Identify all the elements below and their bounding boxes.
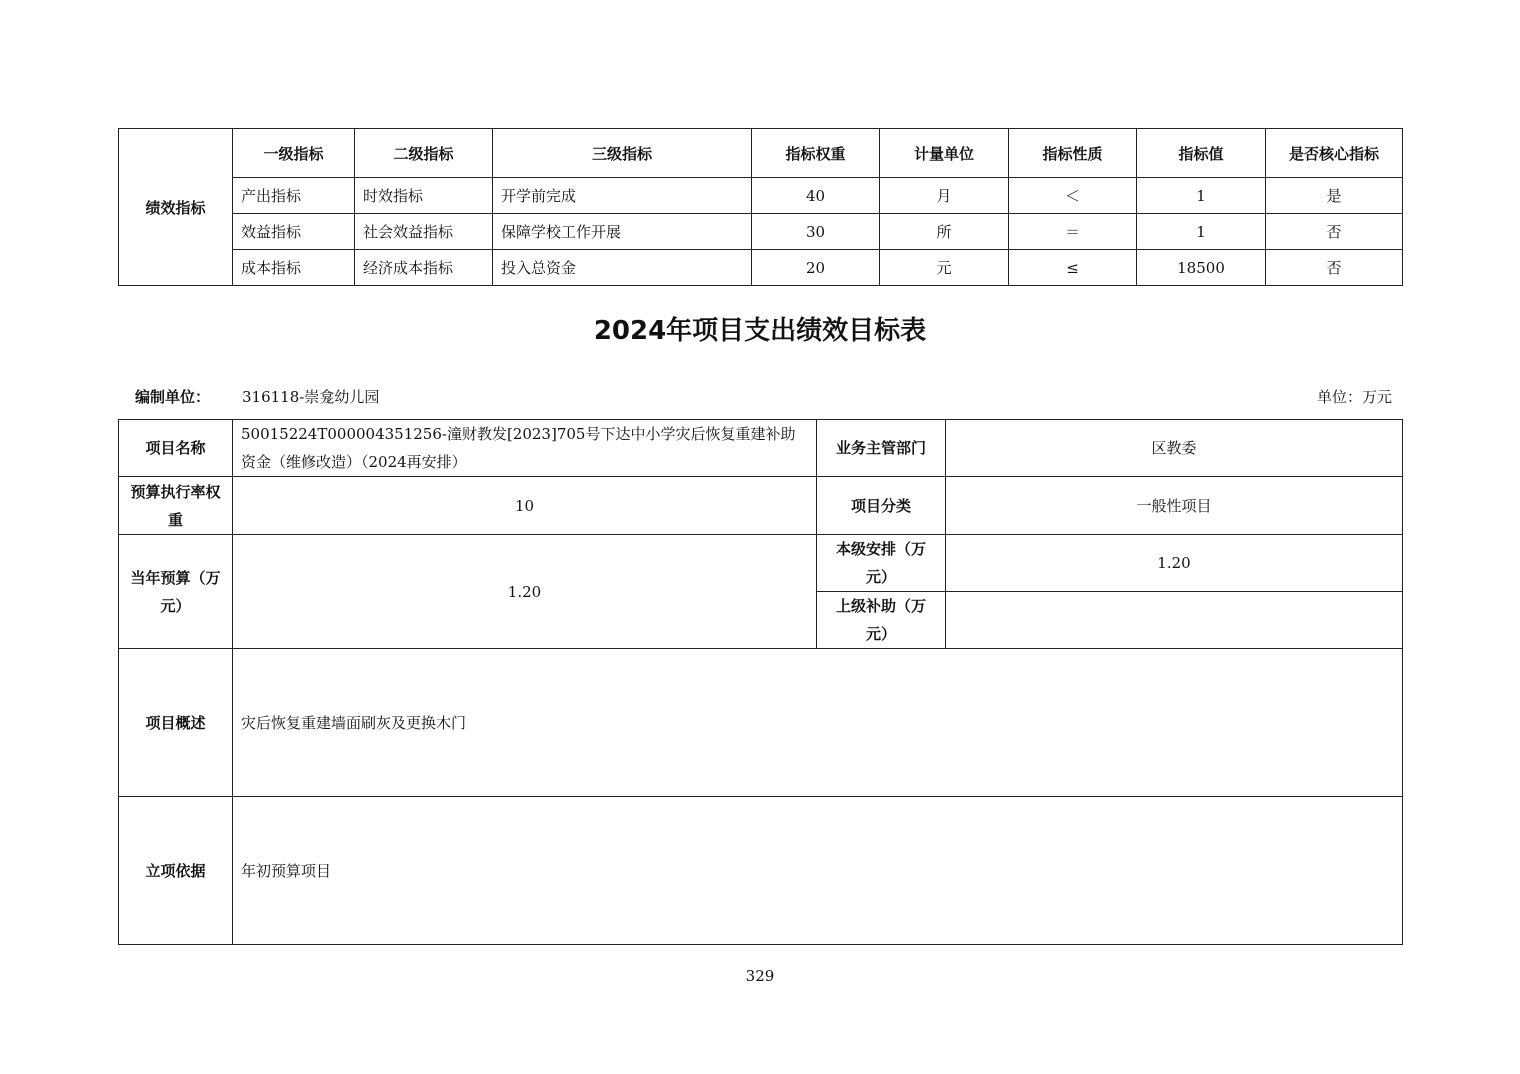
upper-value (946, 592, 1403, 649)
table-cell: 是 (1266, 178, 1403, 214)
header-cell: 指标权重 (752, 129, 880, 178)
overview-label: 项目概述 (119, 649, 233, 797)
project-name-label: 项目名称 (119, 420, 233, 477)
page-number: 329 (745, 967, 775, 985)
row-label-performance: 绩效指标 (119, 129, 233, 286)
dept-value: 区教委 (946, 420, 1403, 477)
table-cell: 效益指标 (233, 214, 355, 250)
header-cell: 二级指标 (355, 129, 493, 178)
project-info-table (118, 419, 1403, 945)
table-cell: 18500 (1137, 250, 1266, 286)
project-name-value: 50015224T000004351256-潼财教发[2023]705号下达中小学灾后恢复重建补助资金（维修改造）（2024再安排） (233, 420, 817, 477)
table-cell: 时效指标 (355, 178, 493, 214)
table-cell: 30 (752, 214, 880, 250)
org-label: 编制单位： (135, 388, 211, 406)
table-cell: ＜ (1009, 178, 1137, 214)
exec-rate-value: 10 (233, 477, 817, 535)
basis-label: 立项依据 (119, 797, 233, 945)
table-cell: ≤ (1009, 250, 1137, 286)
dept-label: 业务主管部门 (817, 420, 946, 477)
table-cell: 经济成本指标 (355, 250, 493, 286)
table-cell: 否 (1266, 250, 1403, 286)
table-cell: 社会效益指标 (355, 214, 493, 250)
table-cell: 元 (880, 250, 1009, 286)
budget-value: 1.20 (233, 535, 817, 649)
header-cell: 是否核心指标 (1266, 129, 1403, 178)
category-value: 一般性项目 (946, 477, 1403, 535)
table-row (119, 214, 1403, 250)
table-row (119, 797, 1403, 945)
table-cell: 40 (752, 178, 880, 214)
table-row (119, 649, 1403, 797)
budget-label: 当年预算（万元） (119, 535, 233, 649)
unit-text: 单位：万元 (1316, 388, 1392, 406)
table-header-row (119, 129, 1403, 178)
table-cell: 投入总资金 (493, 250, 752, 286)
table-cell: 月 (880, 178, 1009, 214)
table-cell: 所 (880, 214, 1009, 250)
local-value: 1.20 (946, 535, 1403, 592)
table-cell: 保障学校工作开展 (493, 214, 752, 250)
header-cell: 指标性质 (1009, 129, 1137, 178)
header-cell: 一级指标 (233, 129, 355, 178)
table-cell: 1 (1137, 178, 1266, 214)
table-row (119, 250, 1403, 286)
table-row (119, 477, 1403, 535)
overview-value: 灾后恢复重建墙面刷灰及更换木门 (233, 649, 1403, 797)
table-cell: 1 (1137, 214, 1266, 250)
upper-label: 上级补助（万元） (817, 592, 946, 649)
table-cell: 成本指标 (233, 250, 355, 286)
table-cell: 20 (752, 250, 880, 286)
table-cell: 否 (1266, 214, 1403, 250)
unit-row (135, 386, 1392, 406)
table-row (119, 420, 1403, 477)
performance-indicator-table (118, 128, 1403, 286)
table-row (119, 178, 1403, 214)
org-value: 316118-崇龛幼儿园 (242, 388, 380, 406)
header-cell: 三级指标 (493, 129, 752, 178)
table-cell: ＝ (1009, 214, 1137, 250)
table-cell: 开学前完成 (493, 178, 752, 214)
category-label: 项目分类 (817, 477, 946, 535)
header-cell: 计量单位 (880, 129, 1009, 178)
local-label: 本级安排（万元） (817, 535, 946, 592)
table-row (119, 535, 1403, 592)
table-cell: 产出指标 (233, 178, 355, 214)
page-title: 2024年项目支出绩效目标表 (593, 316, 927, 346)
header-cell: 指标值 (1137, 129, 1266, 178)
basis-value: 年初预算项目 (233, 797, 1403, 945)
exec-rate-label: 预算执行率权重 (119, 477, 233, 535)
